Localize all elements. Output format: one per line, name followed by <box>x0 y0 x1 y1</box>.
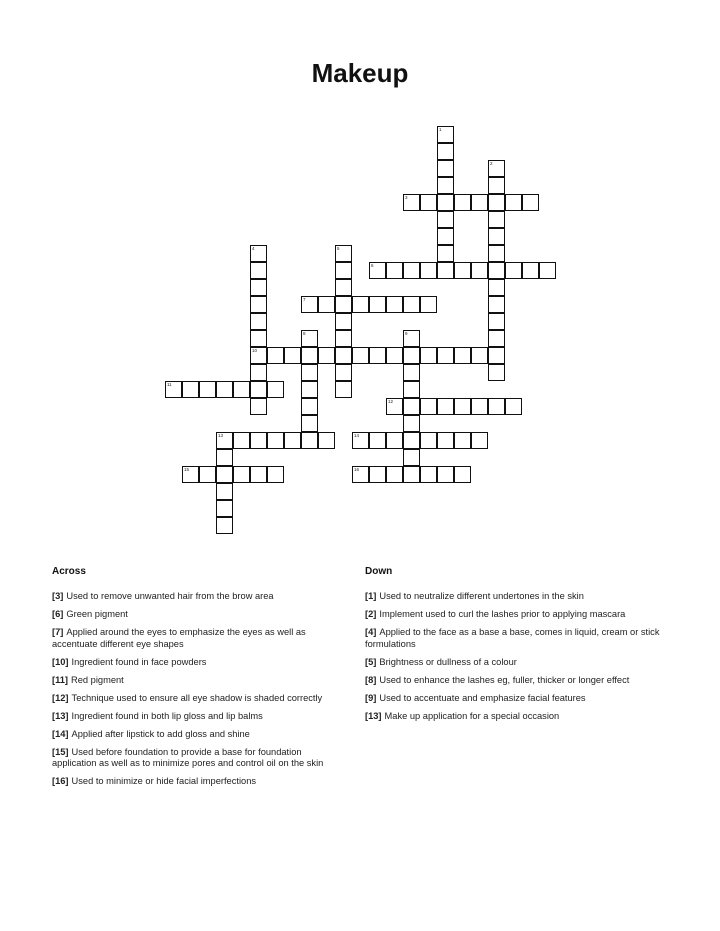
down-clues <box>365 566 665 729</box>
crossword-cell[interactable] <box>488 279 505 296</box>
crossword-cell[interactable] <box>437 160 454 177</box>
crossword-cell[interactable] <box>403 262 420 279</box>
crossword-cell[interactable] <box>318 432 335 449</box>
crossword-cell[interactable] <box>267 432 284 449</box>
clue-number: [7] <box>52 627 64 637</box>
crossword-cell[interactable] <box>437 228 454 245</box>
crossword-cell[interactable] <box>437 245 454 262</box>
clue-text: Applied to the face as a base a base, comes in liquid, cream or stick formulations <box>365 627 660 649</box>
crossword-cell[interactable] <box>352 296 369 313</box>
clue-text: Used to minimize or hide facial imperfections <box>71 776 257 786</box>
crossword-cell[interactable] <box>454 466 471 483</box>
crossword-cell[interactable] <box>454 347 471 364</box>
crossword-cell[interactable] <box>386 466 403 483</box>
down-clue <box>365 627 665 650</box>
crossword-cell[interactable] <box>437 194 454 211</box>
crossword-cell[interactable] <box>335 279 352 296</box>
crossword-cell[interactable] <box>250 262 267 279</box>
crossword-cell[interactable] <box>488 313 505 330</box>
cell-number: 14 <box>354 433 360 438</box>
crossword-cell[interactable] <box>386 398 403 415</box>
crossword-cell[interactable] <box>301 330 318 347</box>
crossword-cell[interactable] <box>420 466 437 483</box>
down-clue <box>365 609 665 621</box>
cell-number: 5 <box>337 246 340 251</box>
crossword-cell[interactable] <box>301 415 318 432</box>
crossword-cell[interactable] <box>437 432 454 449</box>
crossword-cell[interactable] <box>403 415 420 432</box>
down-clue <box>365 591 665 603</box>
crossword-cell[interactable] <box>488 347 505 364</box>
clue-number: [12] <box>52 692 69 703</box>
crossword-cell[interactable] <box>250 313 267 330</box>
crossword-cell[interactable] <box>420 262 437 279</box>
crossword-cell[interactable] <box>403 347 420 364</box>
cell-number: 4 <box>252 246 255 251</box>
crossword-cell[interactable] <box>250 296 267 313</box>
clue-text: Red pigment <box>71 674 124 685</box>
crossword-cell[interactable] <box>437 398 454 415</box>
clue-text: Technique used to ensure all eye shadow is shaded correctly <box>71 692 323 703</box>
crossword-cell[interactable] <box>488 398 505 415</box>
cell-number: 3 <box>405 195 408 200</box>
crossword-cell[interactable] <box>250 432 267 449</box>
crossword-cell[interactable] <box>403 432 420 449</box>
crossword-cell[interactable] <box>216 517 233 534</box>
crossword-cell[interactable] <box>386 347 403 364</box>
clue-number: [14] <box>52 728 69 739</box>
crossword-cell[interactable] <box>267 466 284 483</box>
clue-number: [4] <box>365 627 377 637</box>
crossword-cell[interactable] <box>403 194 420 211</box>
across-list <box>52 591 344 788</box>
crossword-cell[interactable] <box>471 432 488 449</box>
crossword-cell[interactable] <box>267 381 284 398</box>
cell-number: 1 <box>439 127 442 132</box>
cell-number: 10 <box>252 348 258 353</box>
clue-text: Used to remove unwanted hair from the brow area <box>66 591 274 601</box>
crossword-cell[interactable] <box>233 381 250 398</box>
crossword-cell[interactable] <box>182 381 199 398</box>
clue-text: Used to accentuate and emphasize facial features <box>379 692 586 703</box>
crossword-cell[interactable] <box>352 466 369 483</box>
crossword-cell[interactable] <box>437 262 454 279</box>
clue-number: [11] <box>52 674 69 685</box>
clue-text: Applied around the eyes to emphasize the eyes as well as accentuate different eye shapes <box>52 627 306 649</box>
crossword-cell[interactable] <box>403 330 420 347</box>
cell-number: 2 <box>490 161 493 166</box>
crossword-cell[interactable] <box>199 381 216 398</box>
crossword-cell[interactable] <box>335 347 352 364</box>
crossword-cell[interactable] <box>454 432 471 449</box>
across-clue <box>52 609 344 621</box>
crossword-cell[interactable] <box>284 432 301 449</box>
clue-text: Ingredient found in face powders <box>71 656 207 667</box>
crossword-cell[interactable] <box>454 398 471 415</box>
cell-number: 15 <box>184 467 190 472</box>
crossword-cell[interactable] <box>471 194 488 211</box>
crossword-cell[interactable] <box>471 347 488 364</box>
crossword-cell[interactable] <box>284 347 301 364</box>
crossword-cell[interactable] <box>488 296 505 313</box>
crossword-cell[interactable] <box>250 466 267 483</box>
crossword-cell[interactable] <box>335 296 352 313</box>
crossword-cell[interactable] <box>386 262 403 279</box>
across-clue <box>52 591 344 603</box>
clue-text: Applied after lipstick to add gloss and shine <box>71 728 250 739</box>
crossword-cell[interactable] <box>250 279 267 296</box>
crossword-cell[interactable] <box>488 330 505 347</box>
clue-number: [13] <box>365 710 382 721</box>
crossword-cell[interactable] <box>420 296 437 313</box>
crossword-cell[interactable] <box>335 262 352 279</box>
crossword-cell[interactable] <box>182 466 199 483</box>
clue-text: Ingredient found in both lip gloss and lip balms <box>71 710 263 721</box>
crossword-cell[interactable] <box>471 262 488 279</box>
across-clue <box>52 711 344 723</box>
crossword-cell[interactable] <box>403 449 420 466</box>
crossword-cell[interactable] <box>250 245 267 262</box>
crossword-cell[interactable] <box>301 398 318 415</box>
crossword-cell[interactable] <box>233 466 250 483</box>
down-clue <box>365 657 665 669</box>
cell-number: 12 <box>388 399 394 404</box>
crossword-cell[interactable] <box>250 330 267 347</box>
crossword-cell[interactable] <box>301 432 318 449</box>
crossword-cell[interactable] <box>505 194 522 211</box>
clue-text: Implement used to curl the lashes prior to applying mascara <box>379 609 626 619</box>
crossword-cell[interactable] <box>233 432 250 449</box>
across-clue <box>52 627 344 650</box>
crossword-cell[interactable] <box>301 364 318 381</box>
across-clue <box>52 675 344 687</box>
cell-number: 7 <box>303 297 306 302</box>
crossword-cell[interactable] <box>250 381 267 398</box>
crossword-cell[interactable] <box>335 245 352 262</box>
cell-number: 9 <box>405 331 408 336</box>
crossword-cell[interactable] <box>301 347 318 364</box>
down-heading: Down <box>365 566 393 577</box>
crossword-cell[interactable] <box>522 262 539 279</box>
crossword-cell[interactable] <box>386 296 403 313</box>
across-clue <box>52 657 344 669</box>
clue-text: Make up application for a special occasion <box>384 710 560 721</box>
clue-number: [10] <box>52 656 69 667</box>
crossword-cell[interactable] <box>403 381 420 398</box>
cell-number: 11 <box>167 382 172 387</box>
crossword-cell[interactable] <box>437 466 454 483</box>
down-clue <box>365 711 665 723</box>
crossword-cell[interactable] <box>250 364 267 381</box>
crossword-cell[interactable] <box>216 449 233 466</box>
crossword-cell[interactable] <box>318 296 335 313</box>
crossword-cell[interactable] <box>488 211 505 228</box>
crossword-cell[interactable] <box>488 194 505 211</box>
across-clue <box>52 747 344 770</box>
crossword-cell[interactable] <box>437 143 454 160</box>
across-clue <box>52 729 344 741</box>
crossword-cell[interactable] <box>250 398 267 415</box>
crossword-cell[interactable] <box>420 432 437 449</box>
cell-number: 8 <box>303 331 306 336</box>
down-clue <box>365 693 665 705</box>
crossword-cell[interactable] <box>488 364 505 381</box>
across-heading: Across <box>52 566 86 577</box>
clue-text: Used before foundation to provide a base for foundation application as well as to minimize pores and control oil on the skin <box>52 746 324 768</box>
crossword-cell[interactable] <box>369 347 386 364</box>
crossword-cell[interactable] <box>403 364 420 381</box>
clue-text: Used to enhance the lashes eg, fuller, thicker or longer effect <box>379 674 630 685</box>
clue-text: Brightness or dullness of a colour <box>379 656 517 667</box>
crossword-cell[interactable] <box>301 296 318 313</box>
crossword-cell[interactable] <box>420 194 437 211</box>
crossword-cell[interactable] <box>471 398 488 415</box>
clue-number: [8] <box>365 674 377 685</box>
clue-number: [1] <box>365 591 377 601</box>
crossword-cell[interactable] <box>437 126 454 143</box>
clue-number: [2] <box>365 609 377 619</box>
crossword-cell[interactable] <box>403 296 420 313</box>
across-clue <box>52 693 344 705</box>
crossword-cell[interactable] <box>488 160 505 177</box>
crossword-cell[interactable] <box>488 228 505 245</box>
cell-number: 6 <box>371 263 374 268</box>
crossword-cell[interactable] <box>216 381 233 398</box>
crossword-cell[interactable] <box>369 296 386 313</box>
clue-number: [5] <box>365 656 377 667</box>
crossword-cell[interactable] <box>403 466 420 483</box>
crossword-cell[interactable] <box>437 177 454 194</box>
crossword-cell[interactable] <box>369 466 386 483</box>
crossword-cell[interactable] <box>216 466 233 483</box>
crossword-cell[interactable] <box>420 347 437 364</box>
crossword-cell[interactable] <box>505 262 522 279</box>
crossword-cell[interactable] <box>199 466 216 483</box>
crossword-cell[interactable] <box>216 483 233 500</box>
clue-number: [6] <box>52 609 64 619</box>
crossword-cell[interactable] <box>165 381 182 398</box>
across-clue <box>52 776 344 788</box>
crossword-cell[interactable] <box>454 262 471 279</box>
clue-number: [13] <box>52 710 69 721</box>
crossword-cell[interactable] <box>437 211 454 228</box>
crossword-cell[interactable] <box>369 262 386 279</box>
crossword-cell[interactable] <box>522 194 539 211</box>
crossword-cell[interactable] <box>216 432 233 449</box>
clue-number: [16] <box>52 776 69 786</box>
down-clue <box>365 675 665 687</box>
down-list <box>365 591 665 722</box>
crossword-cell[interactable] <box>318 347 335 364</box>
crossword-cell[interactable] <box>335 330 352 347</box>
crossword-cell[interactable] <box>335 381 352 398</box>
clue-number: [3] <box>52 591 64 601</box>
crossword-cell[interactable] <box>301 381 318 398</box>
crossword-cell[interactable] <box>335 364 352 381</box>
crossword-cell[interactable] <box>539 262 556 279</box>
crossword-cell[interactable] <box>403 398 420 415</box>
page-title: Makeup <box>311 58 409 88</box>
cell-number: 13 <box>218 433 224 438</box>
crossword-cell[interactable] <box>369 432 386 449</box>
crossword-cell[interactable] <box>437 347 454 364</box>
crossword-cell[interactable] <box>352 432 369 449</box>
crossword-cell[interactable] <box>267 347 284 364</box>
clue-text: Green pigment <box>66 609 128 619</box>
crossword-cell[interactable] <box>488 245 505 262</box>
crossword-cell[interactable] <box>488 177 505 194</box>
crossword-cell[interactable] <box>352 347 369 364</box>
clue-number: [15] <box>52 746 69 757</box>
clue-text: Used to neutralize different undertones in the skin <box>379 591 584 601</box>
clue-number: [9] <box>365 692 377 703</box>
crossword-cell[interactable] <box>488 262 505 279</box>
crossword-cell[interactable] <box>505 398 522 415</box>
crossword-cell[interactable] <box>386 432 403 449</box>
across-clues <box>52 566 344 794</box>
crossword-cell[interactable] <box>216 500 233 517</box>
crossword-cell[interactable] <box>420 398 437 415</box>
crossword-cell[interactable] <box>454 194 471 211</box>
crossword-cell[interactable] <box>335 313 352 330</box>
crossword-cell[interactable] <box>250 347 267 364</box>
cell-number: 16 <box>354 467 360 472</box>
